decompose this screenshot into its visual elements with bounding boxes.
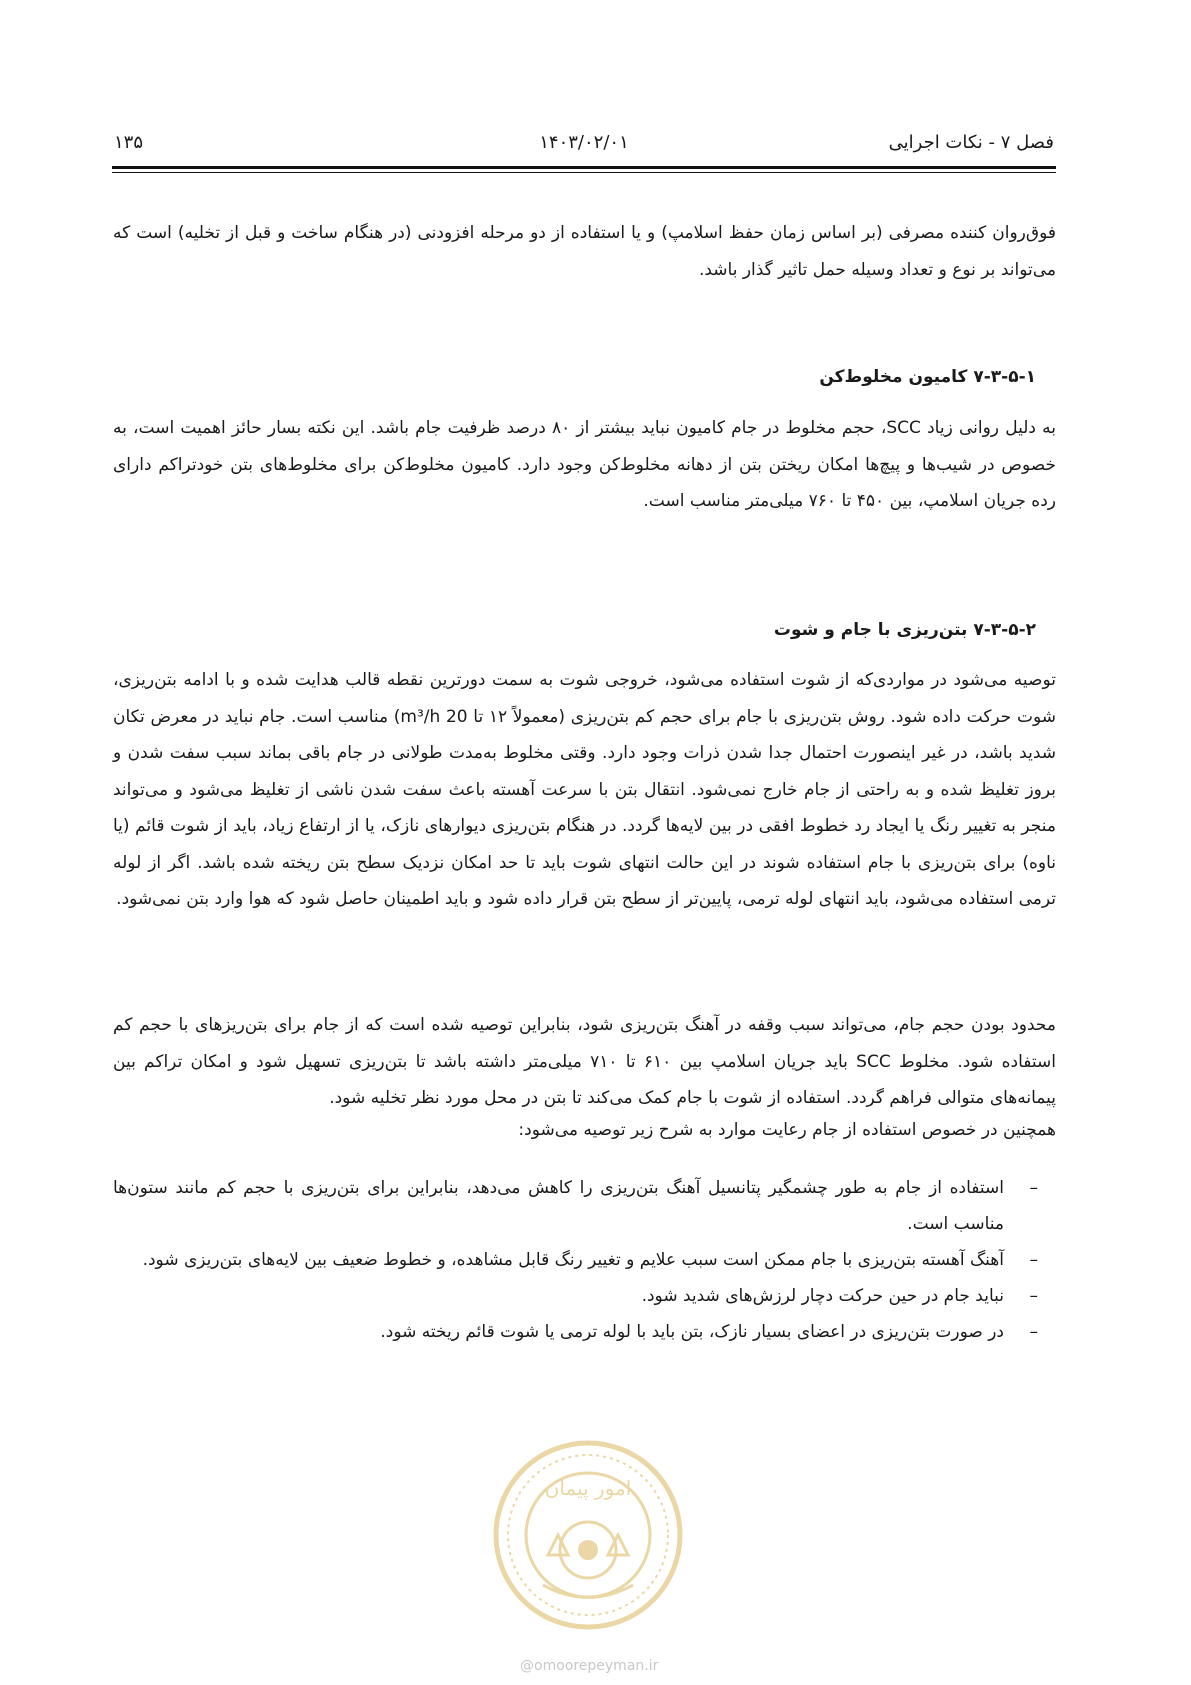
bullet-dash: – — [1029, 1178, 1038, 1198]
list-item — [113, 1314, 1056, 1350]
stamp-text: امور پیمان — [544, 1476, 632, 1500]
bucket-chute-paragraph-1: توصیه می‌شود در مواردی‌که از شوت استفاده می‌شود، خروجی شوت به سمت دورترین نقطه قالب هدایت شده و با ادامه بتن‌ریزی، شوت حرکت داده شود. روش بتن‌ریزی با جام برای حجم کم بتن‌ریزی (معمولاً ۱۲ تا 20 m³/h) مناسب است. جام نباید در معرض تکان شدید باشد، در غیر اینصورت احتمال جدا شدن ذرات وجود دارد. وقتی مخلوط به‌مدت طولانی در جام باقی بماند سبب سفت شدن و بروز تغلیظ شده و به راحتی از جام خارج نمی‌شود. انتقال بتن با سرعت آهسته باعث سفت شدن ناشی از تغلیظ می‌شود و می‌تواند منجر به تغییر رنگ یا ایجاد رد خطوط افقی در بین لایه‌ها گردد. در هنگام بتن‌ریزی دیوارهای نازک، یا از ارتفاع زیاد، باید از شوت قائم (یا ناوه) برای بتن‌ریزی با جام استفاده شوند در این حالت انتهای شوت باید تا حد امکان نزدیک سطح بتن ریخته شده باشد. اگر از لوله ترمی استفاده می‌شود، باید انتهای لوله ترمی، پایین‌تر از سطح بتن قرار داده شود و باید اطمینان حاصل شود که هوا وارد بتن نمی‌شود. — [113, 670, 1057, 909]
section-heading-bucket-chute: ۷-۳-۵-۲ بتن‌ریزی با جام و شوت — [773, 620, 1036, 640]
bullet-dash: – — [1029, 1286, 1038, 1306]
bullet-dash: – — [1029, 1322, 1038, 1342]
bullet-dash: – — [1029, 1250, 1038, 1270]
header-rule-thick — [112, 166, 1056, 169]
list-item-text: استفاده از جام به طور چشمگیر پتانسیل آهنگ بتن‌ریزی را کاهش می‌دهد، بنابراین برای بتن‌ریزی با حجم کم مانند ستون‌ها مناسب است. — [113, 1178, 1004, 1234]
bucket-chute-paragraph-2: محدود بودن حجم جام، می‌تواند سبب وقفه در آهنگ بتن‌ریزی شود، بنابراین توصیه شده است که از جام برای بتن‌ریزهای با حجم کم استفاده شود. مخلوط SCC باید جریان اسلامپ بین ۶۱۰ تا ۷۱۰ میلی‌متر داشته باشد تا بتن‌ریزی تسهیل شود و امکان تراکم بین پیمانه‌های متوالی فراهم گردد. استفاده از شوت با جام کمک می‌کند تا بتن در محل مورد نظر تخلیه شود. — [113, 1015, 1057, 1108]
mixer-truck-paragraph: به دلیل روانی زیاد SCC، حجم مخلوط در جام کامیون نباید بیشتر از ۸۰ درصد ظرفیت جام باشد. این نکته بسار حائز اهمیت است، به خصوص در شیب‌ها و پیچ‌ها امکان ریختن بتن از دهانه مخلوط‌کن وجود دارد. کامیون مخلوط‌کن برای مخلوط‌های بتن خودتراکم دارای رده جریان اسلامپ، بین ۴۵۰ تا ۷۶۰ میلی‌متر مناسب است. — [113, 418, 1056, 511]
watermark-handle: @omoorepeyman.ir — [520, 1658, 659, 1674]
header-date: ۱۴۰۳/۰۲/۰۱ — [539, 132, 629, 153]
section-heading-mixer-truck: ۷-۳-۵-۱ کامیون مخلوط‌کن — [819, 367, 1036, 387]
list-item — [113, 1278, 1056, 1314]
seal-stamp-icon — [488, 1435, 688, 1635]
list-item-text: نباید جام در حین حرکت دچار لرزش‌های شدید شود. — [641, 1286, 1004, 1306]
page-number: ۱۳۵ — [114, 132, 144, 153]
list-item-text: آهنگ آهسته بتن‌ریزی با جام ممکن است سبب علایم و تغییر رنگ قابل مشاهده، و خطوط ضعیف بین لایه‌های بتن‌ریزی شود. — [142, 1250, 1004, 1270]
header-rule-thin — [112, 172, 1056, 173]
recommendation-list — [113, 1170, 1056, 1350]
list-item-text: در صورت بتن‌ریزی در اعضای بسیار نازک، بتن باید با لوله ترمی یا شوت قائم ریخته شود. — [380, 1322, 1004, 1342]
intro-paragraph: فوق‌روان کننده مصرفی (بر اساس زمان حفظ اسلامپ) و یا استفاده از دو مرحله افزودنی (در هنگام ساخت و قبل از تخلیه) است که می‌تواند بر نوع و تعداد وسیله حمل تاثیر گذار باشد. — [113, 223, 1056, 280]
list-item — [113, 1242, 1056, 1278]
bucket-chute-paragraph-3: همچنین در خصوص استفاده از جام رعایت موارد به شرح زیر توصیه می‌شود: — [518, 1120, 1056, 1140]
chapter-title: فصل ۷ - نکات اجرایی — [888, 132, 1054, 153]
list-item — [113, 1170, 1056, 1242]
page-header — [114, 132, 1054, 160]
